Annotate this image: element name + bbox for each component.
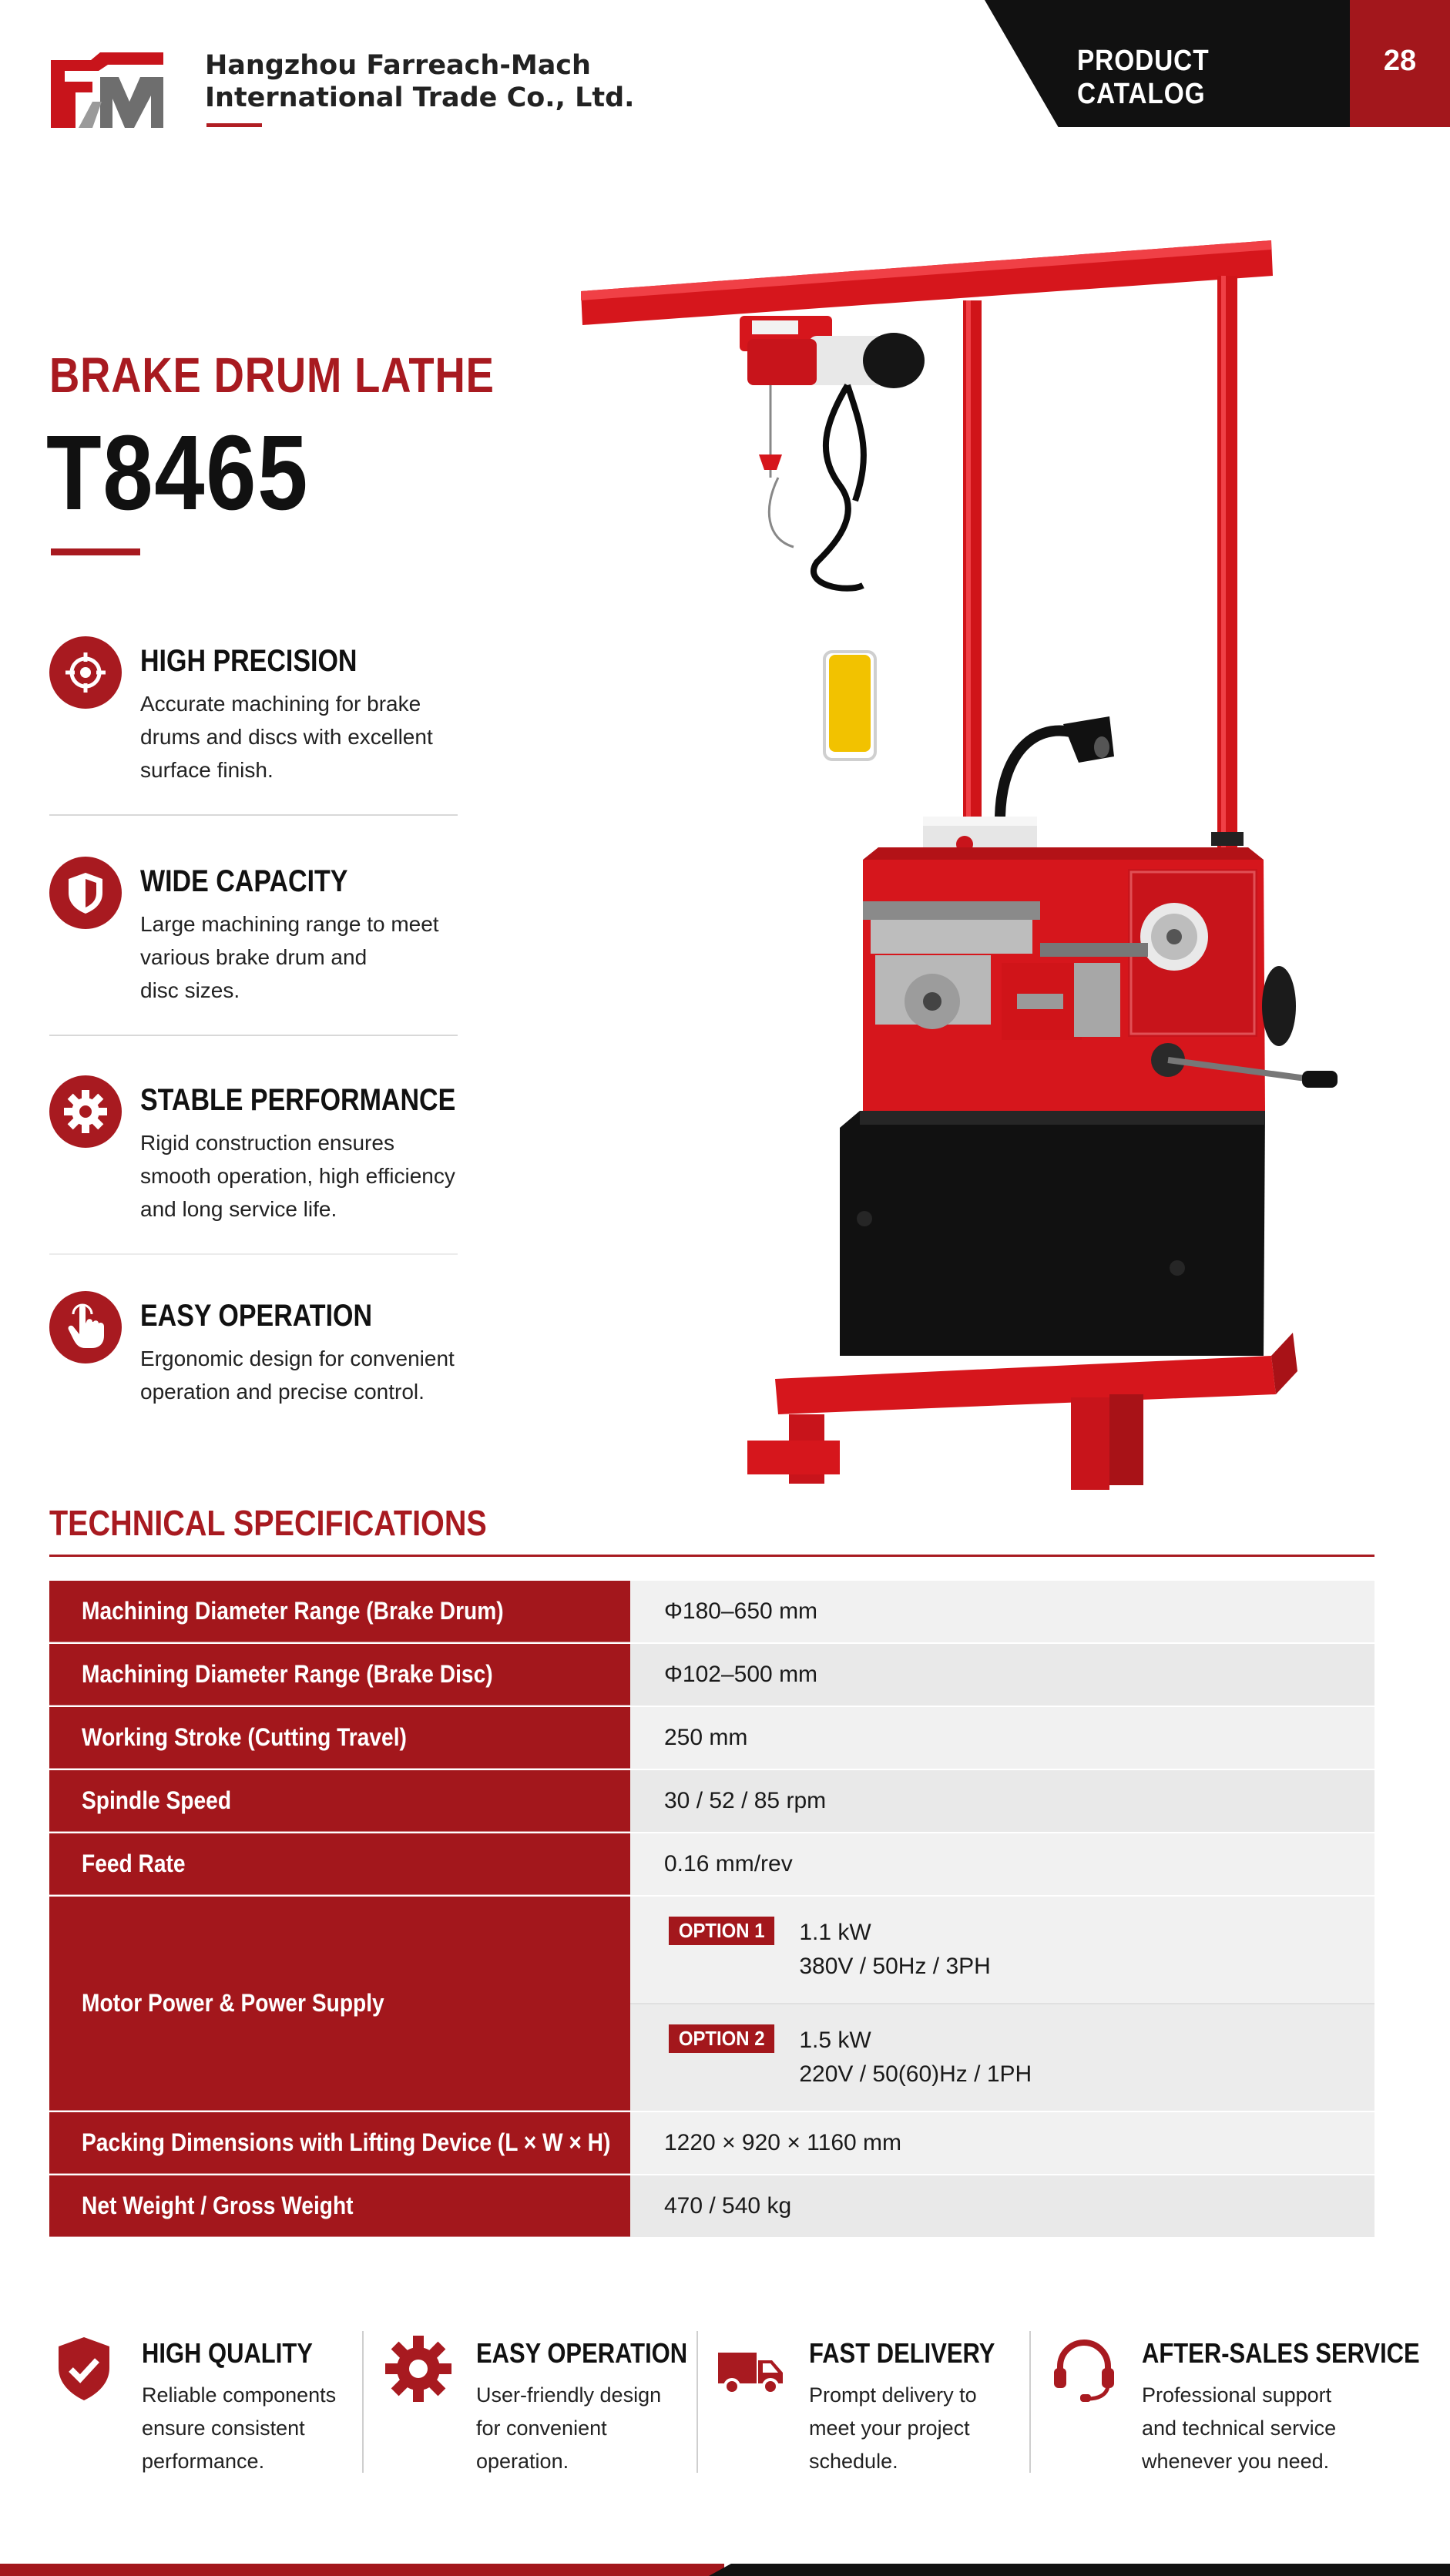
feature-easy-operation [49, 1291, 458, 1414]
option-supply: 380V / 50Hz / 3PH [799, 1954, 991, 1979]
shield-check-icon [49, 2334, 119, 2403]
feature-title: STABLE PERFORMANCE [140, 1083, 456, 1117]
spec-label-text: Working Stroke (Cutting Travel) [82, 1723, 407, 1751]
feature-desc-line: drums and discs with excellent [140, 725, 433, 749]
title-underline [51, 548, 140, 555]
page-number: 28 [1383, 45, 1417, 77]
benefit-description [1142, 2379, 1365, 2478]
spec-label [49, 2112, 630, 2174]
table-row [49, 1707, 1374, 1770]
option-power: 1.1 kW [799, 1920, 871, 1945]
spec-label [49, 2175, 630, 2237]
crosshair-icon [49, 636, 122, 709]
benefit-description [809, 2379, 1032, 2478]
option-text [799, 1916, 990, 1984]
company-underline [206, 123, 262, 127]
feature-divider [49, 814, 458, 816]
feature-title: HIGH PRECISION [140, 644, 357, 678]
spec-value: 1220 × 920 × 1160 mm [630, 2112, 1374, 2174]
option-badge: OPTION 1 [669, 1917, 774, 1945]
feature-high-precision [49, 636, 458, 790]
table-row-motor [49, 1897, 1374, 2112]
benefit-desc-line: Professional support [1142, 2383, 1332, 2407]
brake-drum-lathe-image [570, 223, 1387, 1533]
benefit-separator [362, 2331, 364, 2473]
spec-label [49, 1770, 630, 1832]
option-supply: 220V / 50(60)Hz / 1PH [799, 2061, 1032, 2087]
table-row [49, 1833, 1374, 1897]
benefit-separator [1029, 2331, 1031, 2473]
product-category: BRAKE DRUM LATHE [49, 347, 495, 403]
spec-label [49, 1644, 630, 1706]
benefit-desc-line: ensure consistent [142, 2417, 305, 2440]
option-text [799, 2024, 1032, 2091]
benefit-description [142, 2379, 365, 2478]
benefit-desc-line: and technical service [1142, 2417, 1337, 2440]
feature-desc-line: Large machining range to meet [140, 912, 439, 936]
feature-description [140, 687, 464, 787]
benefit-description [476, 2379, 700, 2478]
spec-label-text: Feed Rate [82, 1850, 186, 1877]
company-name-line2: International Trade Co., Ltd. [205, 82, 635, 113]
company-name-line1: Hangzhou Farreach-Mach [205, 50, 591, 81]
benefit-title: FAST DELIVERY [809, 2337, 995, 2369]
motor-options [630, 1897, 1374, 2111]
option-badge: OPTION 2 [669, 2024, 774, 2053]
table-row [49, 1770, 1374, 1833]
feature-divider [49, 1035, 458, 1036]
spec-label-text: Machining Diameter Range (Brake Disc) [82, 1660, 493, 1688]
spec-label-text: Packing Dimensions with Lifting Device (L × W × H) [82, 2128, 611, 2156]
feature-divider [49, 1253, 458, 1255]
spec-value: 470 / 540 kg [630, 2175, 1374, 2237]
feature-title: EASY OPERATION [140, 1299, 373, 1333]
fm-logo-icon [48, 48, 168, 131]
catalog-label: PRODUCT CATALOG [1077, 45, 1210, 110]
benefit-title: AFTER-SALES SERVICE [1142, 2337, 1420, 2369]
spec-value: Φ180–650 mm [630, 1581, 1374, 1642]
spec-value: 30 / 52 / 85 rpm [630, 1770, 1374, 1832]
table-row [49, 1644, 1374, 1707]
motor-option-2 [630, 2003, 1374, 2111]
motor-option-1 [630, 1897, 1374, 2003]
feature-desc-line: smooth operation, high efficiency [140, 1164, 455, 1188]
spec-label [49, 1897, 630, 2111]
specs-heading: TECHNICAL SPECIFICATIONS [49, 1503, 487, 1543]
benefit-desc-line: meet your project [809, 2417, 970, 2440]
benefit-title: HIGH QUALITY [142, 2337, 313, 2369]
benefit-desc-line: Reliable components [142, 2383, 337, 2407]
headset-icon [1049, 2334, 1119, 2403]
company-name [205, 49, 634, 114]
feature-desc-line: various brake drum and [140, 945, 368, 969]
benefit-desc-line: for convenient [476, 2417, 607, 2440]
feature-desc-line: surface finish. [140, 758, 274, 782]
table-row [49, 1581, 1374, 1644]
feature-description [140, 907, 464, 1007]
benefit-desc-line: operation. [476, 2450, 569, 2473]
spec-label-text: Machining Diameter Range (Brake Drum) [82, 1597, 504, 1625]
product-model: T8465 [46, 414, 310, 532]
specs-table [49, 1581, 1374, 2239]
option-power: 1.5 kW [799, 2028, 871, 2053]
benefit-desc-line: performance. [142, 2450, 265, 2473]
feature-title: WIDE CAPACITY [140, 864, 348, 898]
benefit-desc-line: Prompt delivery to [809, 2383, 977, 2407]
spec-value: 0.16 mm/rev [630, 1833, 1374, 1895]
feature-wide-capacity [49, 857, 458, 1011]
feature-stable-performance [49, 1075, 458, 1229]
shield-icon [49, 857, 122, 929]
feature-desc-line: Ergonomic design for convenient [140, 1347, 455, 1370]
footer-strip-black [709, 2564, 1450, 2576]
feature-desc-line: disc sizes. [140, 978, 240, 1002]
table-row [49, 2112, 1374, 2175]
benefit-desc-line: schedule. [809, 2450, 898, 2473]
truck-icon [717, 2334, 786, 2403]
feature-description [140, 1342, 464, 1408]
spec-label [49, 1833, 630, 1895]
spec-label [49, 1581, 630, 1642]
footer-strip-red [0, 2564, 724, 2576]
table-row [49, 2175, 1374, 2239]
feature-desc-line: operation and precise control. [140, 1380, 425, 1404]
hand-pointer-icon [49, 1291, 122, 1363]
spec-label [49, 1707, 630, 1769]
spec-value: Φ102–500 mm [630, 1644, 1374, 1706]
benefit-separator [696, 2331, 698, 2473]
feature-description [140, 1126, 464, 1226]
benefit-desc-line: User-friendly design [476, 2383, 662, 2407]
spec-value: 250 mm [630, 1707, 1374, 1769]
gear-icon [49, 1075, 122, 1148]
spec-label-text: Motor Power & Power Supply [82, 1989, 384, 2017]
spec-label-text: Net Weight / Gross Weight [82, 2192, 354, 2219]
specs-heading-rule [49, 1555, 1374, 1557]
feature-desc-line: Rigid construction ensures [140, 1131, 394, 1155]
benefit-desc-line: whenever you need. [1142, 2450, 1330, 2473]
spec-label-text: Spindle Speed [82, 1786, 232, 1814]
feature-desc-line: and long service life. [140, 1197, 337, 1221]
benefit-title: EASY OPERATION [476, 2337, 688, 2369]
feature-desc-line: Accurate machining for brake [140, 692, 421, 716]
gear-icon [384, 2334, 453, 2403]
